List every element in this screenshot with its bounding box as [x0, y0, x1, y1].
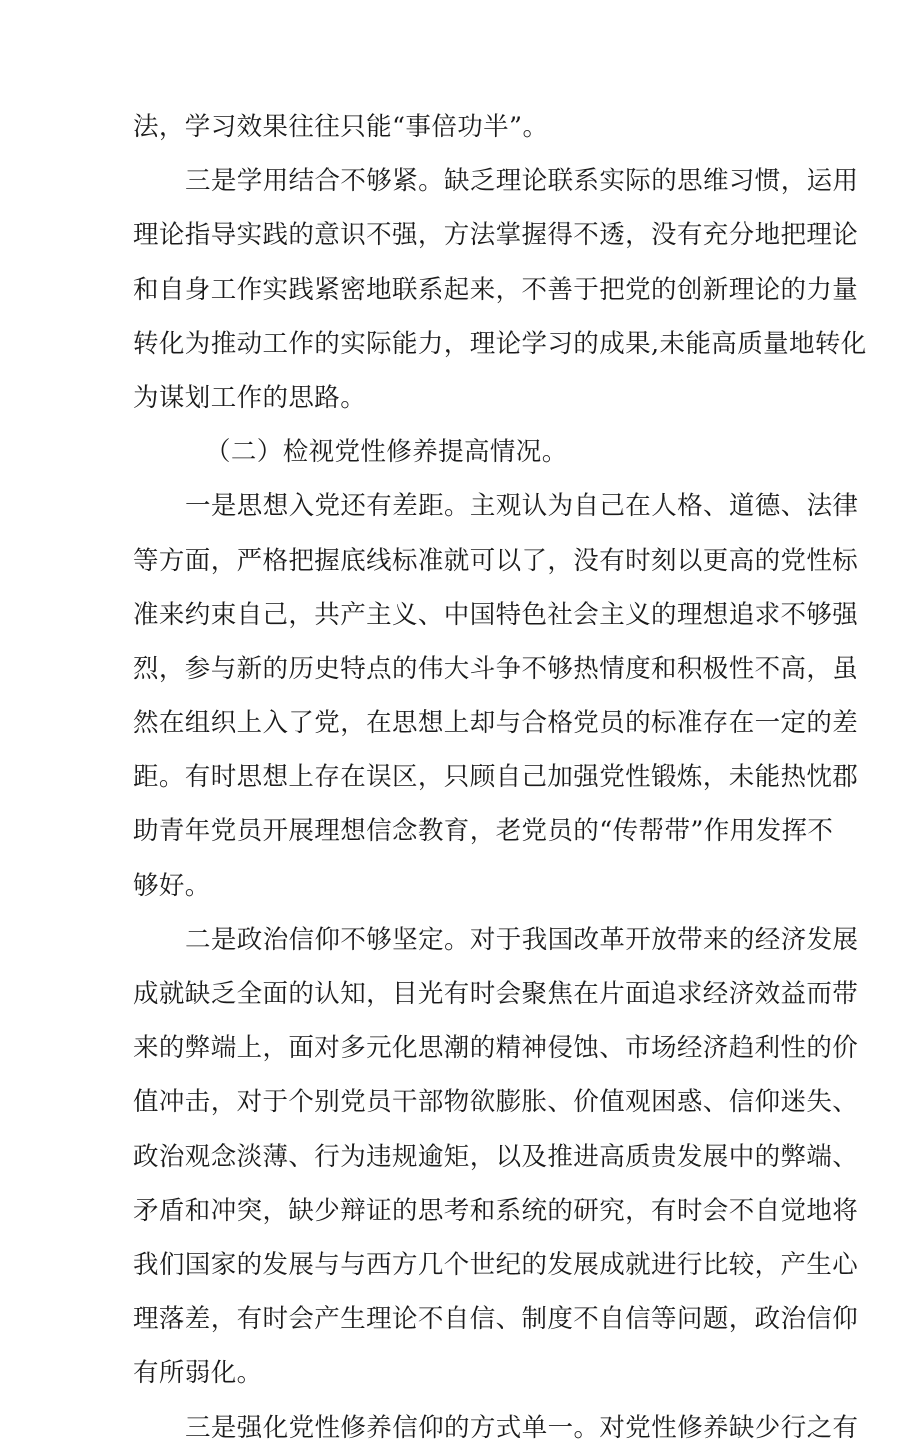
paragraph-first-line: 三是强化党性修养信仰的方式单一。对党性修养缺少行之有 [185, 1412, 859, 1443]
paragraph-first-line: 一是思想入党还有差距。主观认为自己在人格、道德、法律 [185, 491, 859, 522]
paragraph-line: 距。有时思想上存在误区，只顾自己加强党性锻炼，未能热忱郡 [133, 762, 859, 793]
paragraph-line: 理落差，有时会产生理论不自信、制度不自信等问题，政治信仰 [133, 1304, 859, 1335]
paragraph-line: 等方面，严格把握底线标准就可以了，没有时刻以更高的党性标 [133, 545, 859, 576]
paragraph-line: 够好。 [133, 870, 211, 901]
paragraph-line: 有所弱化。 [133, 1358, 263, 1389]
paragraph-line: 我们国家的发展与与西方几个世纪的发展成就进行比较，产生心 [133, 1249, 859, 1280]
paragraph-line: 法，学习效果往往只能“事倍功半”。 [133, 112, 549, 142]
paragraph-line: 转化为推动工作的实际能力，理论学习的成果,未能高质量地转化 [133, 328, 867, 359]
paragraph-line: 矛盾和冲突，缺少辩证的思考和系统的研究，有时会不自觉地将 [133, 1195, 859, 1226]
paragraph-line: 烈，参与新的历史特点的伟大斗争不够热情度和积极性不高，虽 [133, 653, 859, 684]
section-heading: （二）检视党性修养提高情况。 [205, 437, 568, 468]
paragraph-first-line: 二是政治信仰不够坚定。对于我国改革开放带来的经济发展 [185, 924, 859, 955]
paragraph-line: 准来约束自己，共产主义、中国特色社会主义的理想追求不够强 [133, 599, 859, 630]
paragraph-line: 和自身工作实践紧密地联系起来，不善于把党的创新理论的力量 [133, 274, 859, 305]
paragraph-line: 助青年党员开展理想信念教育，老党员的“传帮带”作用发挥不 [133, 816, 834, 847]
paragraph-line: 为谋划工作的思路。 [133, 382, 367, 413]
paragraph-line: 成就缺乏全面的认知，目光有时会聚焦在片面追求经济效益而带 [133, 979, 859, 1009]
document-body [133, 100, 867, 1455]
paragraph-line: 来的弊端上，面对多元化思潮的精神侵蚀、市场经济趋利性的价 [133, 1033, 859, 1064]
paragraph-line: 然在组织上入了党，在思想上却与合格党员的标准存在一定的差 [133, 708, 859, 739]
paragraph-first-line: 三是学用结合不够紧。缺乏理论联系实际的思维习惯，运用 [185, 166, 859, 197]
paragraph-line: 理论指导实践的意识不强，方法掌握得不透，没有充分地把理论 [133, 220, 859, 251]
paragraph-line: 政治观念淡薄、行为违规逾矩，以及推进高质贵发展中的弊端、 [133, 1141, 859, 1172]
paragraph-line: 值冲击，对于个别党员干部物欲膨胀、价值观困惑、信仰迷失、 [133, 1087, 859, 1118]
